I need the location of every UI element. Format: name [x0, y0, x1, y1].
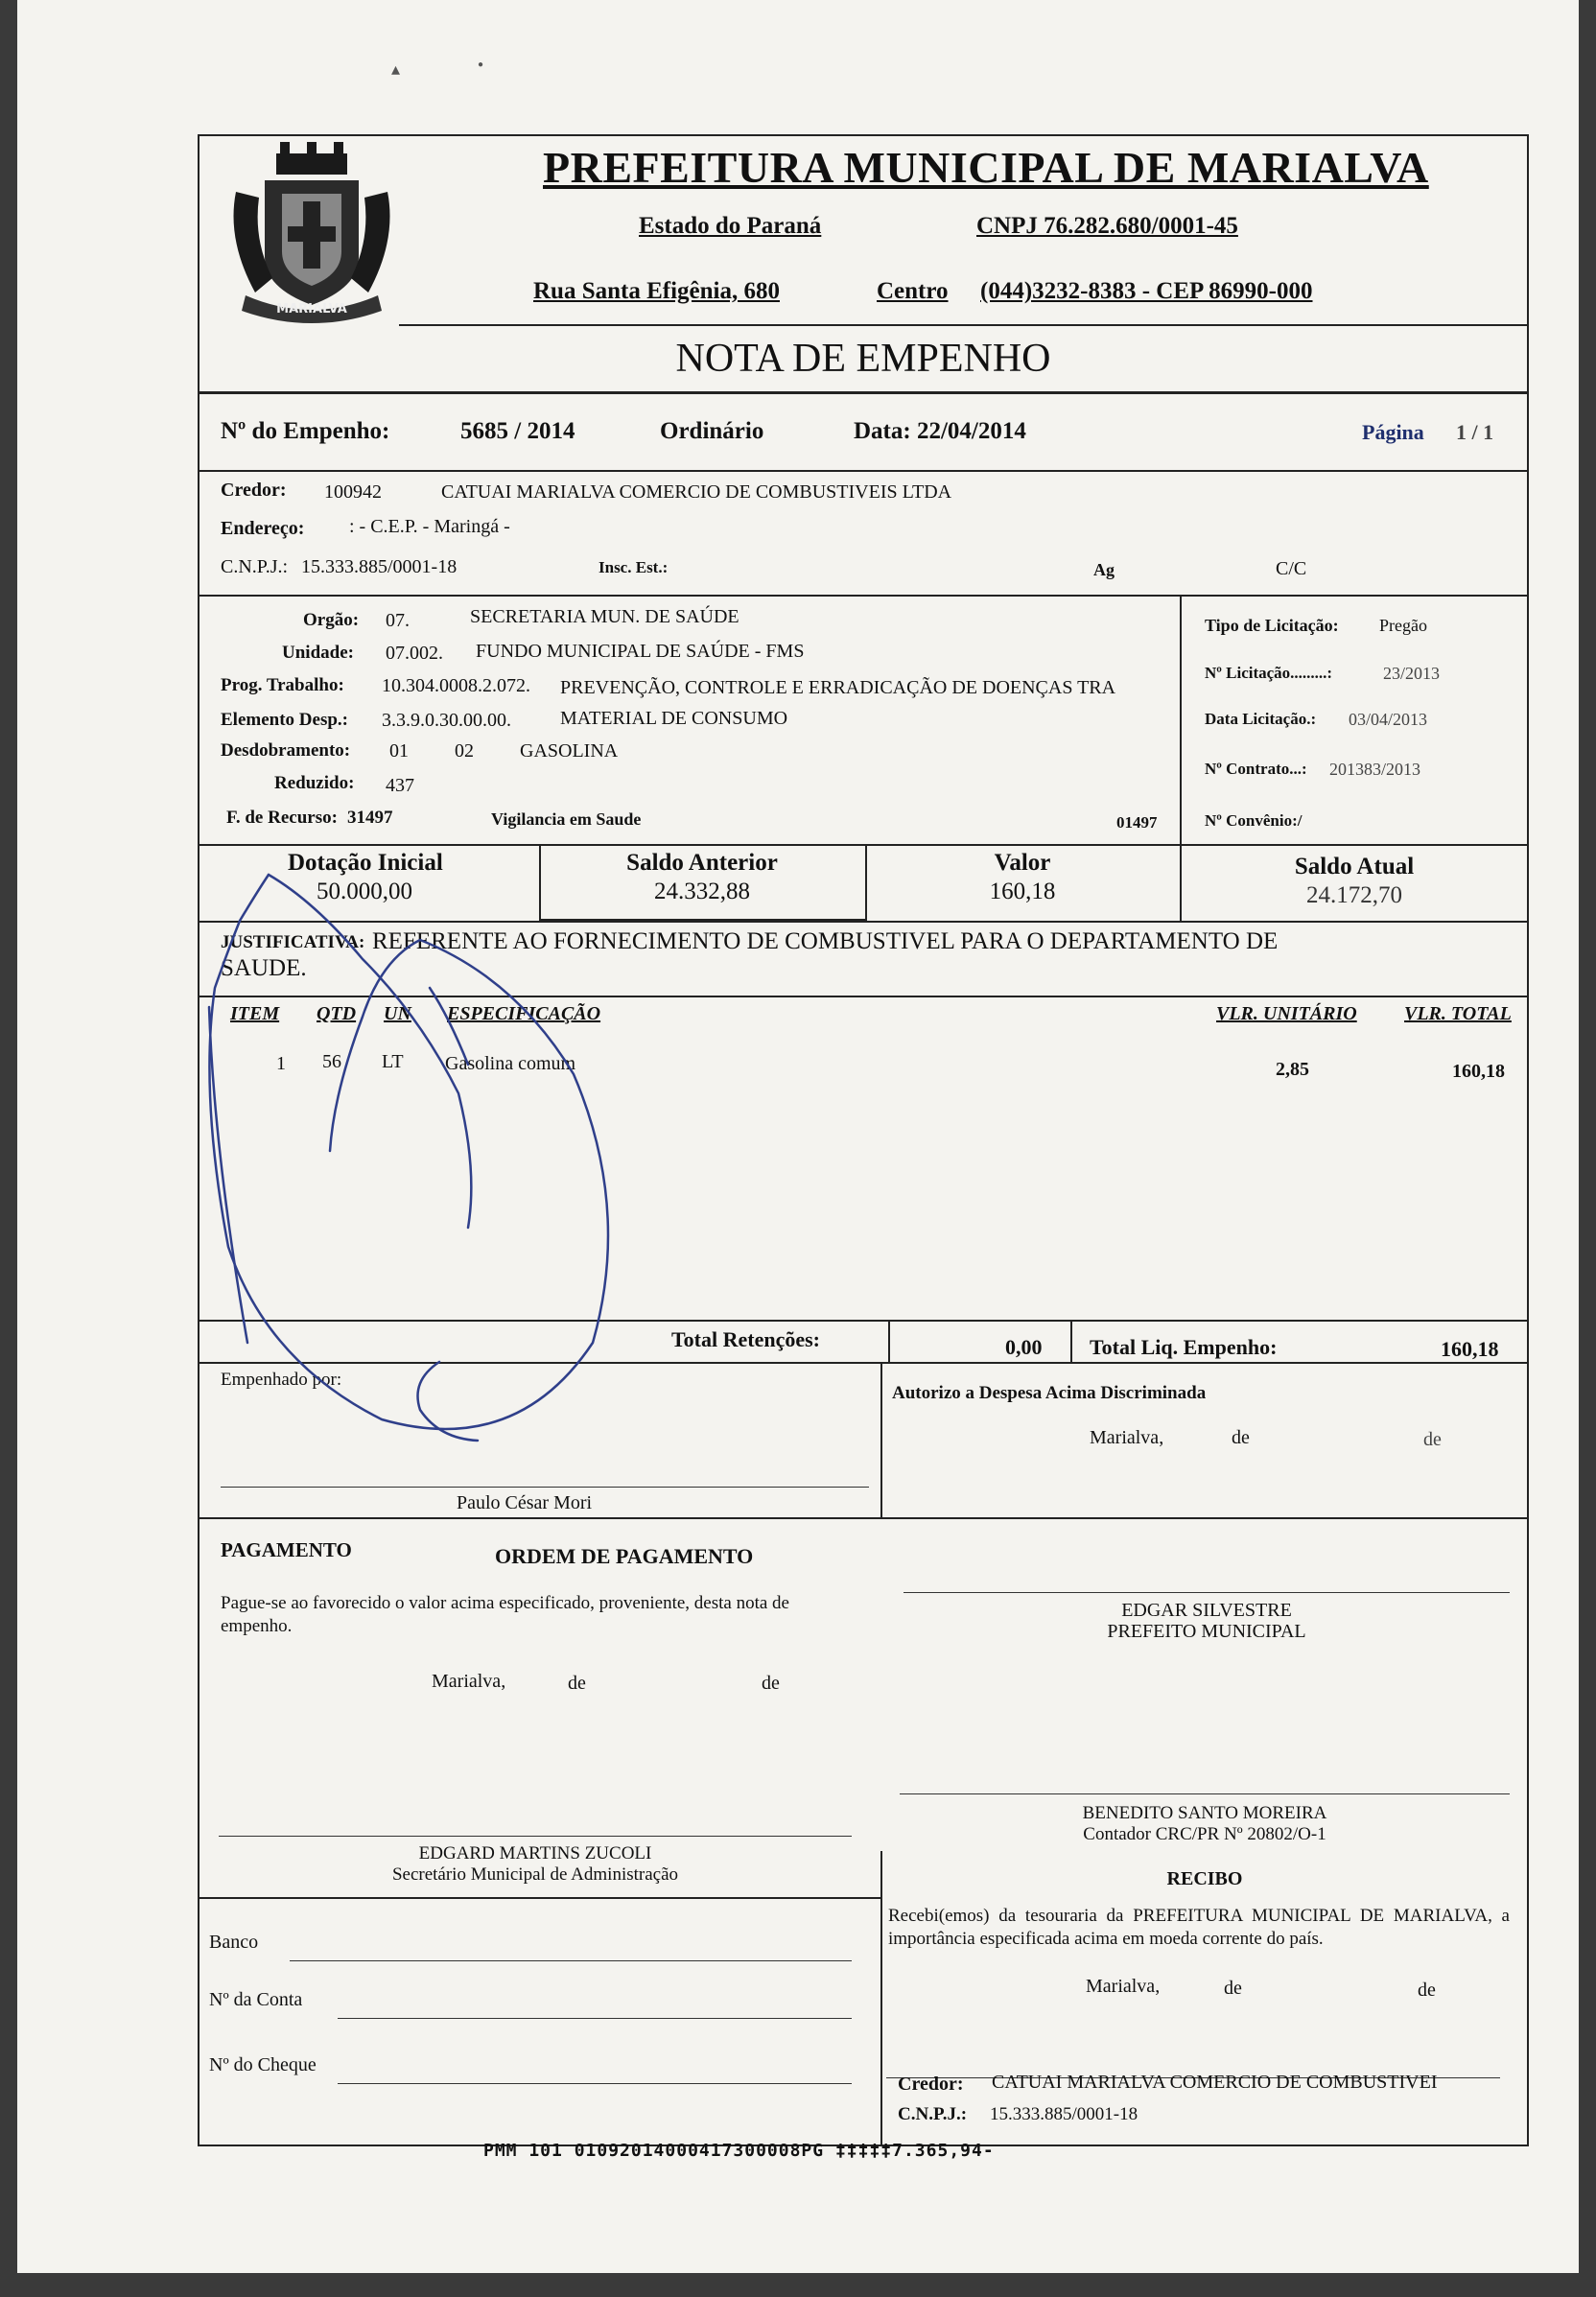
cnpj-value: 15.333.885/0001-18: [301, 556, 458, 577]
licitacao-type-label: Tipo de Licitação:: [1205, 616, 1339, 635]
empenho-number-label: Nº do Empenho:: [221, 418, 390, 444]
address-label: Endereço:: [221, 518, 305, 539]
empenho-number: 5685 / 2014: [460, 418, 575, 444]
signature-line: [900, 1793, 1510, 1794]
unidade-label: Unidade:: [282, 643, 354, 663]
credor-label: Credor:: [221, 480, 287, 501]
desdobramento-code-1: 01: [389, 740, 409, 762]
recibo-credor-name: CATUAI MARIALVA COMERCIO DE COMBUSTIVEI: [992, 2072, 1438, 2093]
empenhado-name: Paulo César Mori: [457, 1492, 593, 1513]
pagamento-de-2: de: [762, 1673, 780, 1694]
retencoes-value: 0,00: [1005, 1335, 1043, 1359]
address-value: : - C.E.P. - Maringá -: [349, 516, 510, 537]
retencoes-label: Total Retenções:: [671, 1327, 820, 1351]
credor-name: CATUAI MARIALVA COMERCIO DE COMBUSTIVEIS LTDA: [441, 481, 952, 503]
elemento-name: MATERIAL DE CONSUMO: [560, 708, 788, 729]
prog-label: Prog. Trabalho:: [221, 675, 344, 695]
desdobramento-code-2: 02: [455, 740, 474, 762]
divider: [1180, 595, 1182, 844]
account-label: C/C: [1276, 558, 1307, 579]
desdobramento-label: Desdobramento:: [221, 740, 351, 761]
divider: [1070, 1320, 1072, 1362]
street-address: Rua Santa Efigênia, 680: [533, 278, 780, 304]
recibo-text: Recebi(emos) da tesouraria da PREFEITURA MUNICIPAL DE MARIALVA, a importância especificada acima em moeda corrente do país.: [888, 1906, 1510, 1949]
dotacao-label: Dotação Inicial: [288, 850, 443, 876]
column-header-un: UN: [384, 1003, 411, 1024]
item-espec: Gasolina comum: [445, 1053, 576, 1074]
divider: [198, 844, 1529, 846]
divider: [399, 324, 1529, 326]
orgao-code: 07.: [386, 610, 410, 631]
item-total-value: 160,18: [1452, 1061, 1505, 1082]
dotacao-value: 50.000,00: [317, 879, 412, 904]
divider: [198, 921, 1529, 923]
autorizo-place: Marialva,: [1090, 1427, 1164, 1448]
justificativa-text: REFERENTE AO FORNECIMENTO DE COMBUSTIVEL PARA O DEPARTAMENTO DE: [372, 928, 1279, 954]
unidade-code: 07.002.: [386, 643, 443, 664]
licitacao-date-label: Data Licitação.:: [1205, 710, 1317, 728]
signature-line: [219, 1836, 852, 1837]
valor-value: 160,18: [989, 879, 1056, 904]
divider: [198, 1897, 880, 1899]
column-header-unit: VLR. UNITÁRIO: [1216, 1003, 1357, 1024]
district: Centro: [877, 278, 949, 304]
state-name: Estado do Paraná: [639, 213, 822, 239]
prefeito-role: PREFEITO MUNICIPAL: [1107, 1621, 1306, 1642]
signature-line: [221, 1487, 869, 1488]
recibo-cnpj-label: C.N.P.J.:: [898, 2104, 968, 2124]
cheque-label: Nº do Cheque: [209, 2054, 317, 2075]
pagamento-de-1: de: [568, 1673, 586, 1694]
secretario-name: EDGARD MARTINS ZUCOLI: [418, 1843, 652, 1863]
total-liquido-label: Total Liq. Empenho:: [1090, 1335, 1278, 1359]
conta-label: Nº da Conta: [209, 1989, 303, 2010]
banco-field: [290, 1960, 852, 1961]
divider: [198, 1362, 1529, 1364]
recurso-name: Vigilancia em Saude: [491, 809, 642, 829]
prog-code: 10.304.0008.2.072.: [382, 675, 530, 696]
prog-name: PREVENÇÃO, CONTROLE E ERRADICAÇÃO DE DOENÇAS TRA: [560, 677, 1116, 698]
empenhado-label: Empenhado por:: [221, 1370, 342, 1390]
document-sheet: [17, 0, 1579, 2273]
contrato-value: 201383/2013: [1329, 760, 1421, 779]
cnpj-label: C.N.P.J.:: [221, 556, 289, 577]
pagamento-label: PAGAMENTO: [221, 1538, 352, 1561]
recurso-code: 31497: [347, 808, 393, 828]
licitacao-type-value: Pregão: [1379, 616, 1427, 635]
column-header-total: VLR. TOTAL: [1404, 1003, 1512, 1024]
reduzido-value: 437: [386, 775, 414, 796]
autorizo-label: Autorizo a Despesa Acima Discriminada: [892, 1383, 1207, 1403]
divider: [198, 595, 1529, 597]
recurso-label: F. de Recurso:: [226, 808, 338, 828]
credor-code: 100942: [324, 481, 382, 503]
contrato-label: Nº Contrato...:: [1205, 760, 1307, 778]
divider: [880, 1362, 882, 1517]
conta-field: [338, 2018, 852, 2019]
elemento-label: Elemento Desp.:: [221, 710, 348, 730]
agency-label: Ag: [1093, 560, 1115, 579]
column-header-item: ITEM: [230, 1003, 280, 1024]
signature-line: [904, 1592, 1510, 1593]
pagamento-place: Marialva,: [432, 1671, 506, 1692]
pagamento-text: Pague-se ao favorecido o valor acima especificado, proveniente, desta nota de empenho.: [221, 1593, 789, 1636]
saldo-atual-value: 24.172,70: [1306, 882, 1402, 908]
document-title: NOTA DE EMPENHO: [675, 337, 1051, 381]
column-header-qtd: QTD: [317, 1003, 357, 1024]
contador-name: BENEDITO SANTO MOREIRA: [1082, 1803, 1327, 1823]
unidade-name: FUNDO MUNICIPAL DE SAÚDE - FMS: [476, 641, 805, 662]
autorizo-de-1: de: [1232, 1427, 1250, 1448]
recurso-ref: 01497: [1116, 813, 1158, 832]
divider: [198, 391, 1529, 394]
justificativa-text-cont: SAUDE.: [221, 955, 307, 981]
cnpj-header: CNPJ 76.282.680/0001-45: [976, 213, 1238, 239]
valor-label: Valor: [994, 850, 1051, 876]
prefeito-name: EDGAR SILVESTRE: [1121, 1600, 1292, 1621]
item-un: LT: [382, 1051, 404, 1072]
scan-speck: ▴: [391, 59, 401, 79]
total-liquido-value: 160,18: [1441, 1337, 1499, 1361]
ordem-pagamento-label: ORDEM DE PAGAMENTO: [495, 1544, 754, 1568]
page-value: 1 / 1: [1456, 420, 1494, 444]
item-unit-value: 2,85: [1276, 1059, 1309, 1080]
recibo-de-1: de: [1224, 1978, 1242, 1999]
divider: [198, 996, 1529, 997]
divider: [888, 1320, 890, 1362]
secretario-role: Secretário Municipal de Administração: [391, 1864, 679, 1885]
municipal-seal: [226, 134, 397, 331]
recibo-cnpj-value: 15.333.885/0001-18: [990, 2104, 1138, 2124]
licitacao-number-label: Nº Licitação.........:: [1205, 664, 1333, 682]
cheque-field: [338, 2083, 852, 2084]
licitacao-number-value: 23/2013: [1383, 664, 1441, 683]
phone-cep: (044)3232-8383 - CEP 86990-000: [980, 278, 1313, 304]
orgao-label: Orgão:: [303, 610, 360, 630]
recibo-place: Marialva,: [1086, 1976, 1161, 1997]
scan-speck: ●: [478, 59, 484, 70]
footer-code: PMM 101 01092014000417300008PG ‡‡‡‡‡7.365,94-: [483, 2141, 995, 2161]
orgao-name: SECRETARIA MUN. DE SAÚDE: [470, 606, 739, 627]
recibo-de-2: de: [1418, 1980, 1436, 2001]
divider: [198, 470, 1529, 472]
elemento-code: 3.3.9.0.30.00.00.: [382, 710, 511, 731]
divider: [198, 1517, 1529, 1519]
desdobramento-name: GASOLINA: [520, 740, 619, 762]
saldo-anterior-label: Saldo Anterior: [626, 850, 778, 876]
convenio-label: Nº Convênio:/: [1205, 811, 1303, 830]
saldo-atual-label: Saldo Atual: [1294, 854, 1415, 879]
seal-lettering: MARIALVA: [276, 302, 347, 316]
insc-est-label: Insc. Est.:: [598, 558, 669, 576]
justificativa-label: JUSTIFICATIVA:: [221, 932, 365, 952]
saldo-anterior-value: 24.332,88: [654, 879, 750, 904]
column-header-espec: ESPECIFICAÇÃO: [447, 1003, 601, 1024]
page-label: Página: [1362, 420, 1424, 444]
reduzido-label: Reduzido:: [274, 773, 355, 793]
empenho-date: Data: 22/04/2014: [854, 418, 1026, 444]
item-number: 1: [276, 1053, 286, 1074]
page-title: PREFEITURA MUNICIPAL DE MARIALVA: [543, 143, 1429, 192]
banco-label: Banco: [209, 1932, 259, 1953]
contador-role: Contador CRC/PR Nº 20802/O-1: [1083, 1824, 1326, 1844]
recibo-title: RECIBO: [1166, 1868, 1243, 1889]
recibo-credor-label: Credor:: [898, 2074, 964, 2095]
autorizo-de-2: de: [1423, 1429, 1442, 1450]
licitacao-date-value: 03/04/2013: [1349, 710, 1428, 729]
divider: [198, 1320, 1529, 1322]
item-qtd: 56: [322, 1051, 341, 1072]
empenho-type: Ordinário: [660, 418, 764, 444]
divider: [880, 1851, 882, 2146]
